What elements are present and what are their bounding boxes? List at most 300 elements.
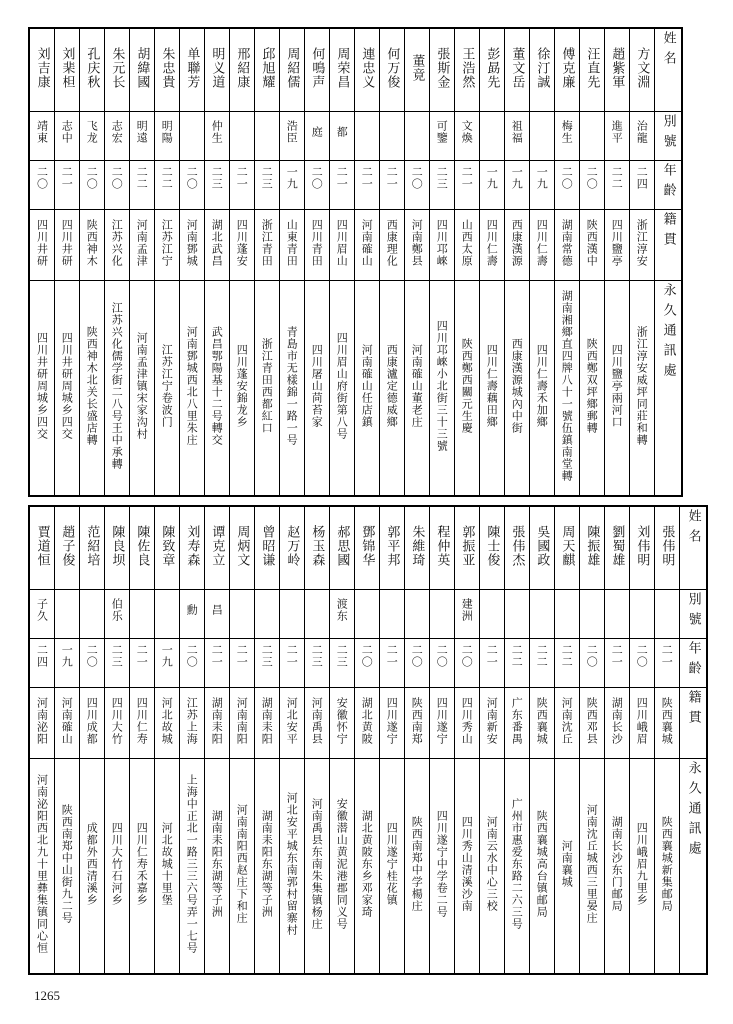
top-cell-origin [129,210,154,281]
top-cell-alias [54,112,79,161]
bottom-cell-age [529,639,554,688]
bottom-text-origin: 陕西襄城 [660,697,674,745]
bottom-text-address: 四川仁寿禾嘉乡 [135,821,149,906]
top-text-origin: 四川仁壽 [535,219,549,267]
top-text-name: 明义道 [209,47,225,89]
bottom-text-address: 河北安平城东南郭村留寨村 [285,791,299,936]
bottom-text-age: 二〇 [85,644,99,668]
top-cell-address [79,281,104,497]
bottom-cell-name [529,506,554,590]
top-text-address: 河南確山董老庄 [410,343,424,428]
bottom-cell-origin [329,688,354,759]
roster-table-bottom [28,505,708,975]
top-text-origin: 陕西神木 [85,219,99,267]
top-text-address: 江苏江宁卷波门 [160,343,174,428]
bottom-header-label-name: 姓名 [685,509,701,549]
top-text-origin: 江苏兴化 [110,219,124,267]
bottom-cell-age [354,639,379,688]
top-text-age: 二一 [60,166,74,190]
top-cell-age [254,161,279,210]
top-cell-age [379,161,404,210]
bottom-cell-origin [354,688,379,759]
top-text-name: 邱旭耀 [259,47,275,89]
top-text-alias: 祖福 [510,120,524,144]
top-cell-address [129,281,154,497]
top-cell-age [54,161,79,210]
bottom-text-address: 河南南阳西赵庄下和庄 [235,803,249,924]
top-text-name: 彭勗先 [484,47,500,89]
bottom-cell-name [354,506,379,590]
bottom-cell-origin [579,688,604,759]
bottom-text-address: 河南沈丘城西三里晏庄 [585,803,599,924]
top-cell-name [154,28,179,112]
bottom-text-alias: 昌 [210,604,224,616]
bottom-text-name: 谭克立 [209,525,225,567]
bottom-text-name: 陳振雄 [584,525,600,567]
bottom-cell-name [104,506,129,590]
top-cell-address [479,281,504,497]
top-cell-name [629,28,654,112]
top-text-alias: 飞龙 [85,120,99,144]
top-text-alias: 志中 [60,120,74,144]
top-text-alias: 明遠 [135,120,149,144]
top-cell-name [529,28,554,112]
top-cell-name [29,28,54,112]
top-text-origin: 四川蓬安 [235,219,249,267]
bottom-cell-age [154,639,179,688]
top-text-name: 何万俊 [384,47,400,89]
bottom-text-name: 周天麒 [559,525,575,567]
bottom-text-alias: 勳 [185,604,199,616]
top-cell-age [579,161,604,210]
top-cell-address [279,281,304,497]
top-cell-age [154,161,179,210]
bottom-text-name: 刘寿森 [184,525,200,567]
bottom-text-name: 陳士俊 [484,525,500,567]
bottom-text-address: 河南泌阳西北九十里彝集镇同心恒 [35,773,49,954]
top-text-alias: 都 [335,126,349,138]
top-text-address: 陕西神木北关长盛店轉 [85,325,99,446]
top-cell-age [404,161,429,210]
bottom-cell-alias [529,590,554,639]
bottom-text-age: 二〇 [410,644,424,668]
top-cell-age [29,161,54,210]
bottom-cell-address [379,759,404,975]
top-row-origin [29,210,682,281]
bottom-text-age: 二〇 [360,644,374,668]
bottom-cell-age [329,639,354,688]
top-cell-age [629,161,654,210]
bottom-text-name: 陳良坝 [109,525,125,567]
top-cell-origin [529,210,554,281]
top-cell-alias [429,112,454,161]
bottom-text-address: 河南襄城 [560,839,574,888]
bottom-cell-name [379,506,404,590]
top-cell-origin [29,210,54,281]
top-cell-alias [279,112,304,161]
bottom-cell-name [329,506,354,590]
top-cell-origin [154,210,179,281]
bottom-text-name: 張伟明 [659,525,675,567]
top-cell-origin [279,210,304,281]
top-cell-name [479,28,504,112]
top-cell-age [179,161,204,210]
bottom-cell-age [129,639,154,688]
bottom-text-name: 郭平邦 [384,525,400,567]
top-cell-alias [304,112,329,161]
top-text-address: 河南鄧城西北八里朱庄 [185,325,199,446]
top-text-alias: 文煥 [460,120,474,144]
bottom-header-address [679,759,707,975]
bottom-cell-alias [454,590,479,639]
bottom-cell-address [79,759,104,975]
top-text-age: 二三 [435,166,449,190]
top-cell-origin [404,210,429,281]
bottom-text-origin: 湖南耒阳 [210,697,224,745]
bottom-text-address: 湖北黄陂东乡邓家琦 [360,809,374,918]
top-text-age: 二二 [610,166,624,190]
bottom-header-label-origin: 籍貫 [685,690,701,730]
bottom-text-origin: 陕西邓县 [585,697,599,745]
bottom-text-alias: 子久 [35,598,49,622]
bottom-cell-origin [629,688,654,759]
bottom-text-origin: 四川秀山 [460,697,474,745]
bottom-text-name: 劉蜀雄 [609,525,625,567]
top-cell-address [429,281,454,497]
top-text-origin: 四川眉山 [335,219,349,267]
bottom-text-origin: 四川遂宁 [435,697,449,745]
bottom-cell-origin [154,688,179,759]
bottom-cell-origin [79,688,104,759]
top-cell-alias [529,112,554,161]
bottom-text-age: 二一 [235,644,249,668]
top-cell-name [454,28,479,112]
top-text-age: 二〇 [85,166,99,190]
bottom-cell-name [279,506,304,590]
bottom-cell-address [629,759,654,975]
top-cell-age [104,161,129,210]
bottom-cell-origin [654,688,679,759]
bottom-text-name: 吳國政 [534,525,550,567]
top-cell-alias [629,112,654,161]
top-cell-name [279,28,304,112]
top-text-age: 二一 [460,166,474,190]
top-cell-origin [604,210,629,281]
top-text-origin: 四川邛崍 [435,219,449,267]
top-header-label-origin: 籍貫 [660,212,676,252]
bottom-text-origin: 四川成都 [85,697,99,745]
top-text-name: 何鳴声 [309,47,325,89]
top-cell-address [104,281,129,497]
bottom-cell-name [54,506,79,590]
bottom-cell-origin [104,688,129,759]
bottom-text-address: 四川秀山清溪沙南 [460,815,474,912]
bottom-cell-address [404,759,429,975]
top-cell-alias [379,112,404,161]
top-cell-age [129,161,154,210]
bottom-cell-age [504,639,529,688]
bottom-text-name: 程仲英 [434,525,450,567]
top-text-origin: 河南孟津 [135,219,149,267]
bottom-text-age: 二一 [135,644,149,668]
top-cell-alias [29,112,54,161]
top-cell-address [54,281,79,497]
bottom-text-address: 湖南耒阳东湖等子洲 [210,809,224,918]
bottom-text-age: 二二 [535,644,549,668]
top-text-age: 一九 [510,166,524,190]
top-header-address [654,281,682,497]
bottom-text-origin: 四川遂宁 [385,697,399,745]
bottom-row-name [29,506,707,590]
top-cell-name [504,28,529,112]
bottom-cell-address [529,759,554,975]
top-cell-address [554,281,579,497]
bottom-text-alias: 渡东 [335,598,349,622]
top-cell-address [179,281,204,497]
top-cell-alias [229,112,254,161]
bottom-text-name: 賈道恒 [34,525,50,567]
top-text-origin: 湖南常德 [560,219,574,267]
bottom-cell-alias [354,590,379,639]
top-text-name: 朱元长 [109,47,125,89]
top-text-origin: 四川青田 [310,219,324,267]
top-cell-name [429,28,454,112]
top-text-age: 二〇 [35,166,49,190]
bottom-cell-address [179,759,204,975]
top-header-label-alias: 別號 [660,114,676,154]
top-row-name [29,28,682,112]
top-cell-alias [354,112,379,161]
bottom-cell-address [429,759,454,975]
top-text-alias: 明陽 [160,120,174,144]
bottom-cell-origin [404,688,429,759]
top-cell-origin [579,210,604,281]
top-cell-origin [304,210,329,281]
top-cell-age [279,161,304,210]
bottom-cell-alias [654,590,679,639]
bottom-cell-alias [279,590,304,639]
bottom-header-label-alias: 別號 [685,592,701,632]
bottom-cell-age [254,639,279,688]
top-text-name: 邢紹康 [234,47,250,89]
top-cell-name [329,28,354,112]
top-cell-alias [604,112,629,161]
bottom-text-origin: 陕西南郑 [410,697,424,745]
top-cell-origin [104,210,129,281]
top-row-age [29,161,682,210]
bottom-text-origin: 湖南耒阳 [260,697,274,745]
top-cell-age [204,161,229,210]
top-text-address: 河南孟津镇宋家沟村 [135,331,149,440]
top-row-address [29,281,682,497]
bottom-cell-address [29,759,54,975]
top-text-name: 刘棐柦 [59,47,75,89]
top-text-address: 浙江青田西都紅口 [260,337,274,434]
top-text-name: 連忠义 [359,47,375,89]
bottom-text-age: 二〇 [585,644,599,668]
bottom-cell-alias [479,590,504,639]
bottom-text-age: 二三 [260,644,274,668]
top-cell-name [304,28,329,112]
top-cell-age [604,161,629,210]
bottom-header-origin [679,688,707,759]
bottom-cell-address [54,759,79,975]
bottom-text-name: 朱維琦 [409,525,425,567]
bottom-row-age [29,639,707,688]
top-text-address: 浙江淳安威坪同莊和轉 [635,325,649,446]
bottom-cell-name [454,506,479,590]
bottom-cell-alias [504,590,529,639]
top-cell-age [529,161,554,210]
top-cell-address [204,281,229,497]
bottom-cell-address [104,759,129,975]
bottom-cell-alias [379,590,404,639]
bottom-text-address: 陕西南郑中学楊庄 [410,815,424,912]
top-text-origin: 西康漢源 [510,219,524,267]
top-text-address: 四川仁壽禾加鄉 [535,343,549,428]
top-text-name: 董竟 [409,54,425,82]
bottom-text-origin: 湖南长沙 [610,697,624,745]
top-text-origin: 西康理化 [385,219,399,267]
top-cell-name [404,28,429,112]
bottom-cell-origin [54,688,79,759]
top-cell-age [79,161,104,210]
bottom-cell-name [604,506,629,590]
bottom-text-origin: 河南確山 [60,697,74,745]
bottom-header-alias [679,590,707,639]
top-text-name: 趙紫軍 [609,47,625,89]
bottom-cell-address [604,759,629,975]
bottom-text-name: 郝思國 [334,525,350,567]
top-cell-origin [54,210,79,281]
bottom-text-origin: 河北安平 [285,697,299,745]
bottom-cell-alias [229,590,254,639]
top-cell-alias [179,112,204,161]
top-cell-address [354,281,379,497]
bottom-cell-address [204,759,229,975]
bottom-text-age: 二四 [35,644,49,668]
top-cell-name [579,28,604,112]
top-cell-origin [479,210,504,281]
bottom-text-age: 一九 [60,644,74,668]
top-text-name: 朱忠貴 [159,47,175,89]
top-text-address: 陝西鄭西關元生慶 [460,337,474,434]
bottom-text-age: 二一 [210,644,224,668]
bottom-cell-alias [54,590,79,639]
top-header-age [654,161,682,210]
bottom-text-origin: 安徽怀宁 [335,697,349,745]
bottom-cell-address [479,759,504,975]
top-cell-alias [79,112,104,161]
bottom-cell-name [554,506,579,590]
bottom-cell-origin [29,688,54,759]
bottom-text-age: 二三 [335,644,349,668]
bottom-header-label-age: 年齡 [685,641,701,681]
bottom-cell-age [54,639,79,688]
bottom-text-address: 四川遂宁桂花镇 [385,821,399,906]
top-cell-address [379,281,404,497]
bottom-cell-origin [179,688,204,759]
top-header-origin [654,210,682,281]
top-text-alias: 進平 [610,120,624,144]
bottom-cell-name [629,506,654,590]
top-text-alias: 梅生 [560,120,574,144]
bottom-cell-address [154,759,179,975]
top-text-address: 西康瀘定德威鄉 [385,343,399,428]
bottom-cell-name [29,506,54,590]
top-cell-origin [454,210,479,281]
top-cell-address [629,281,654,497]
bottom-text-origin: 陕西襄城 [535,697,549,745]
top-text-address: 四川仁壽藕田鄉 [485,343,499,428]
bottom-text-origin: 湖北黄陂 [360,697,374,745]
bottom-text-address: 安徽潜山黄泥港郡同义号 [335,797,349,930]
bottom-cell-age [179,639,204,688]
top-cell-alias [504,112,529,161]
bottom-cell-address [654,759,679,975]
bottom-cell-address [504,759,529,975]
top-cell-age [304,161,329,210]
bottom-cell-origin [504,688,529,759]
bottom-cell-origin [379,688,404,759]
bottom-header-name [679,506,707,590]
top-cell-address [579,281,604,497]
bottom-text-name: 范紹培 [84,525,100,567]
bottom-cell-address [579,759,604,975]
top-text-name: 張斯金 [434,47,450,89]
bottom-text-address: 四川遂宁中学卷二号 [435,809,449,918]
bottom-text-age: 二〇 [435,644,449,668]
bottom-row-origin [29,688,707,759]
top-text-address: 河南確山任店鎮 [360,343,374,428]
top-text-name: 单聯芳 [184,47,200,89]
bottom-cell-address [129,759,154,975]
bottom-cell-alias [154,590,179,639]
bottom-cell-age [579,639,604,688]
bottom-cell-address [554,759,579,975]
top-text-age: 二〇 [410,166,424,190]
bottom-cell-address [354,759,379,975]
bottom-cell-alias [204,590,229,639]
bottom-text-name: 張伟杰 [509,525,525,567]
bottom-cell-address [304,759,329,975]
bottom-cell-origin [454,688,479,759]
bottom-cell-age [629,639,654,688]
top-text-age: 二四 [635,166,649,190]
top-cell-origin [554,210,579,281]
bottom-cell-name [504,506,529,590]
top-text-address: 四川眉山府街第八号 [335,331,349,440]
bottom-text-address: 河南禹县东南朱集镇杨庄 [310,797,324,930]
top-text-address: 西康漢源城內中街 [510,337,524,434]
bottom-text-age: 二三 [110,644,124,668]
top-text-alias: 浩臣 [285,120,299,144]
bottom-cell-name [229,506,254,590]
bottom-text-age: 一九 [160,644,174,668]
top-text-name: 方文淵 [634,47,650,89]
bottom-text-name: 刘伟明 [634,525,650,567]
top-text-age: 二〇 [110,166,124,190]
bottom-cell-age [654,639,679,688]
top-cell-age [554,161,579,210]
top-cell-address [504,281,529,497]
top-cell-alias [404,112,429,161]
top-cell-address [404,281,429,497]
top-cell-origin [354,210,379,281]
top-text-name: 胡緯國 [134,47,150,89]
bottom-text-age: 二一 [385,644,399,668]
top-header-name [654,28,682,112]
